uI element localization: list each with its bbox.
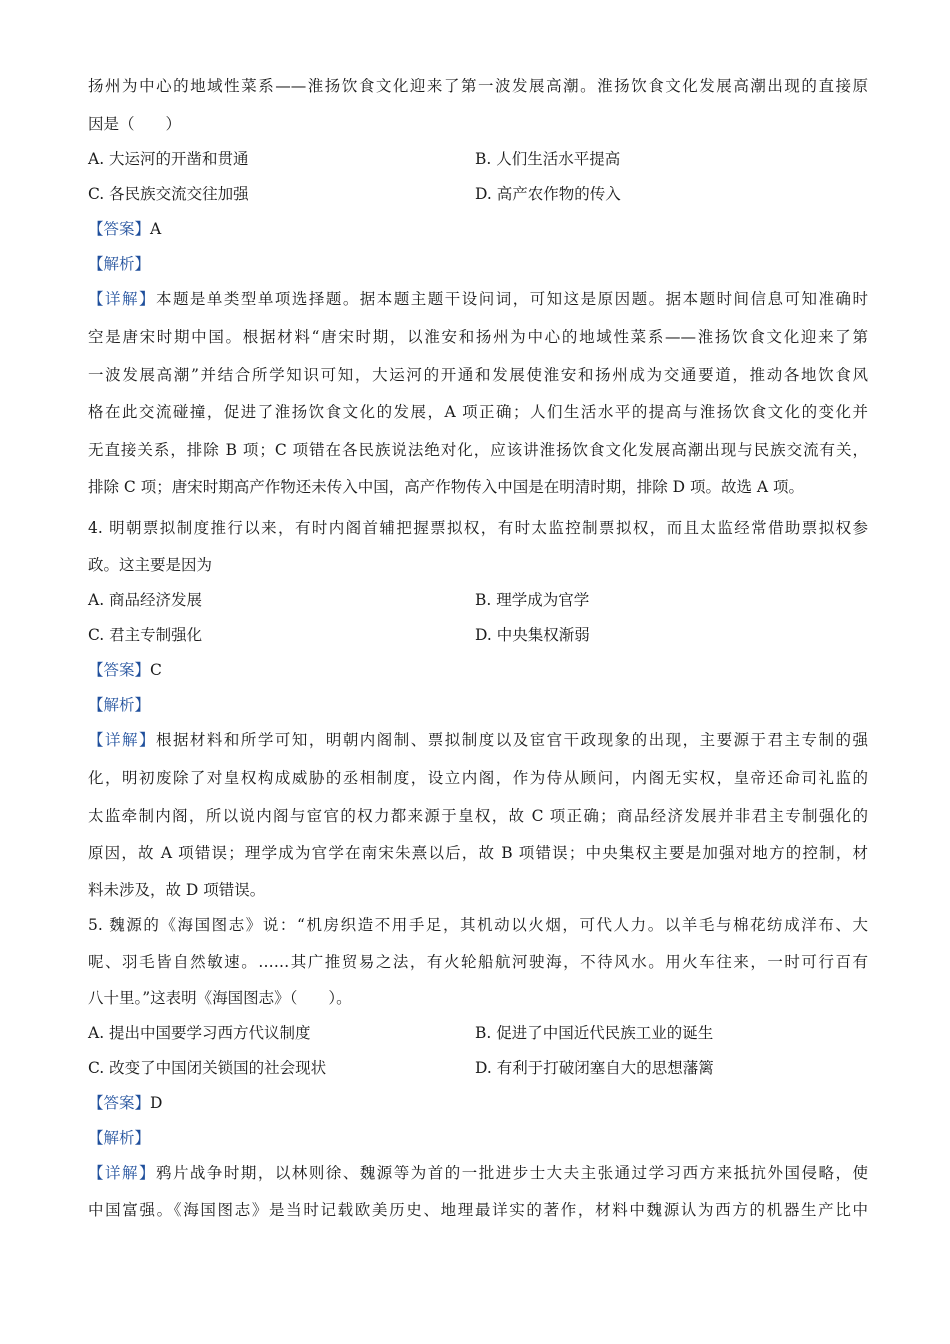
analysis-label: 【解析】 [88,255,151,273]
analysis-label: 【解析】 [88,1129,151,1147]
q5-option-c: C. 改变了中国闭关锁国的社会现状 [88,1059,327,1077]
q3-detail-line-4: 格在此交流碰撞，促进了淮扬饮食文化的发展，A 项正确；人们生活水平的提高与淮扬饮食文化的变化并 [88,403,868,421]
q4-option-b: B. 理学成为官学 [475,591,590,609]
answer-value: C [150,661,162,679]
answer-label: 【答案】 [88,1094,151,1112]
q3-detail-line-2: 空是唐宋时期中国。根据材料“唐宋时期，以淮安和扬州为中心的地域性菜系——淮扬饮食文化迎来了第 [88,328,868,346]
q5-stem-line-2: 呢、羽毛皆自然敏速。……其广推贸易之法，有火轮船航河驶海，不待风水。用火车往来，一时可行百有 [88,953,868,971]
detail-text: 根据材料和所学可知，明朝内阁制、票拟制度以及宦官干政现象的出现，主要源于君主专制的强 [155,731,868,749]
q5-detail-line-2: 中国富强。《海国图志》是当时记载欧美历史、地理最详实的著作，材料中魏源认为西方的机器生产比中 [88,1201,868,1219]
q5-option-d: D. 有利于打破闭塞自大的思想藩篱 [475,1059,714,1077]
q3-detail-line-6: 排除 C 项；唐宋时期高产作物还未传入中国，高产作物传入中国是在明清时期，排除 D 项。故选 A 项。 [88,478,805,496]
answer-value: D [150,1094,163,1112]
q4-option-c: C. 君主专制强化 [88,626,203,644]
q5-stem-line-3: 八十里。”这表明《海国图志》（ ）。 [88,989,352,1007]
q4-option-a: A. 商品经济发展 [88,591,203,609]
q5-analysis [88,1128,868,1148]
q3-detail-line-5: 无直接关系，排除 B 项；C 项错在各民族说法绝对化，应该讲淮扬饮食文化发展高潮出现与民族交流有关， [88,441,868,459]
q4-detail-line-3: 太监牵制内阁，所以说内阁与宦官的权力都来源于皇权，故 C 项正确；商品经济发展并非君主专制强化的 [88,807,868,825]
q4-stem-line-1: 4. 明朝票拟制度推行以来，有时内阁首辅把握票拟权，有时太监控制票拟权，而且太监经常借助票拟权参 [88,519,868,537]
answer-label: 【答案】 [88,661,151,679]
q4-stem-line-2: 政。这主要是因为 [88,556,213,574]
detail-label: 【详解】 [88,731,156,749]
q3-analysis [88,254,868,274]
answer-label: 【答案】 [88,220,151,238]
q5-answer [88,1093,868,1113]
q4-detail-line-2: 化，明初废除了对皇权构成威胁的丞相制度，设立内阁，作为侍从顾问，内阁无实权，皇帝还命司礼监的 [88,769,868,787]
q3-stem-line-1: 扬州为中心的地域性菜系——淮扬饮食文化迎来了第一波发展高潮。淮扬饮食文化发展高潮出现的直接原 [88,77,868,95]
q3-answer [88,219,868,239]
q4-analysis [88,695,868,715]
detail-label: 【详解】 [88,290,156,308]
analysis-label: 【解析】 [88,696,151,714]
q5-option-b: B. 促进了中国近代民族工业的诞生 [475,1024,714,1042]
q3-option-b: B. 人们生活水平提高 [475,150,621,168]
q5-stem-line-1: 5. 魏源的《海国图志》说：“机房织造不用手足，其机动以火烟，可代人力。以羊毛与棉花纺成洋布、大 [88,916,868,934]
q5-option-a: A. 提出中国要学习西方代议制度 [88,1024,311,1042]
q4-detail-line-5: 料未涉及，故 D 项错误。 [88,881,266,899]
q3-option-c: C. 各民族交流交往加强 [88,185,249,203]
q3-detail-line-1 [88,289,868,309]
q3-option-a: A. 大运河的开凿和贯通 [88,150,249,168]
q4-option-d: D. 中央集权渐弱 [475,626,590,644]
q3-stem-line-2: 因是（ ） [88,115,182,133]
q4-detail-line-1 [88,730,868,750]
detail-text: 本题是单类型单项选择题。据本题主题干设问词，可知这是原因题。据本题时间信息可知准确时 [155,290,868,308]
answer-value: A [150,220,162,238]
q3-option-d: D. 高产农作物的传入 [475,185,621,203]
q5-detail-line-1 [88,1163,868,1183]
q3-detail-line-3: 一波发展高潮”并结合所学知识可知，大运河的开通和发展使淮安和扬州成为交通要道，推动各地饮食风 [88,366,868,384]
q4-detail-line-4: 原因，故 A 项错误；理学成为官学在南宋朱熹以后，故 B 项错误；中央集权主要是加强对地方的控制，材 [88,844,868,862]
detail-text: 鸦片战争时期，以林则徐、魏源等为首的一批进步士大夫主张通过学习西方来抵抗外国侵略，使 [155,1164,868,1182]
q4-answer [88,660,868,680]
detail-label: 【详解】 [88,1164,156,1182]
